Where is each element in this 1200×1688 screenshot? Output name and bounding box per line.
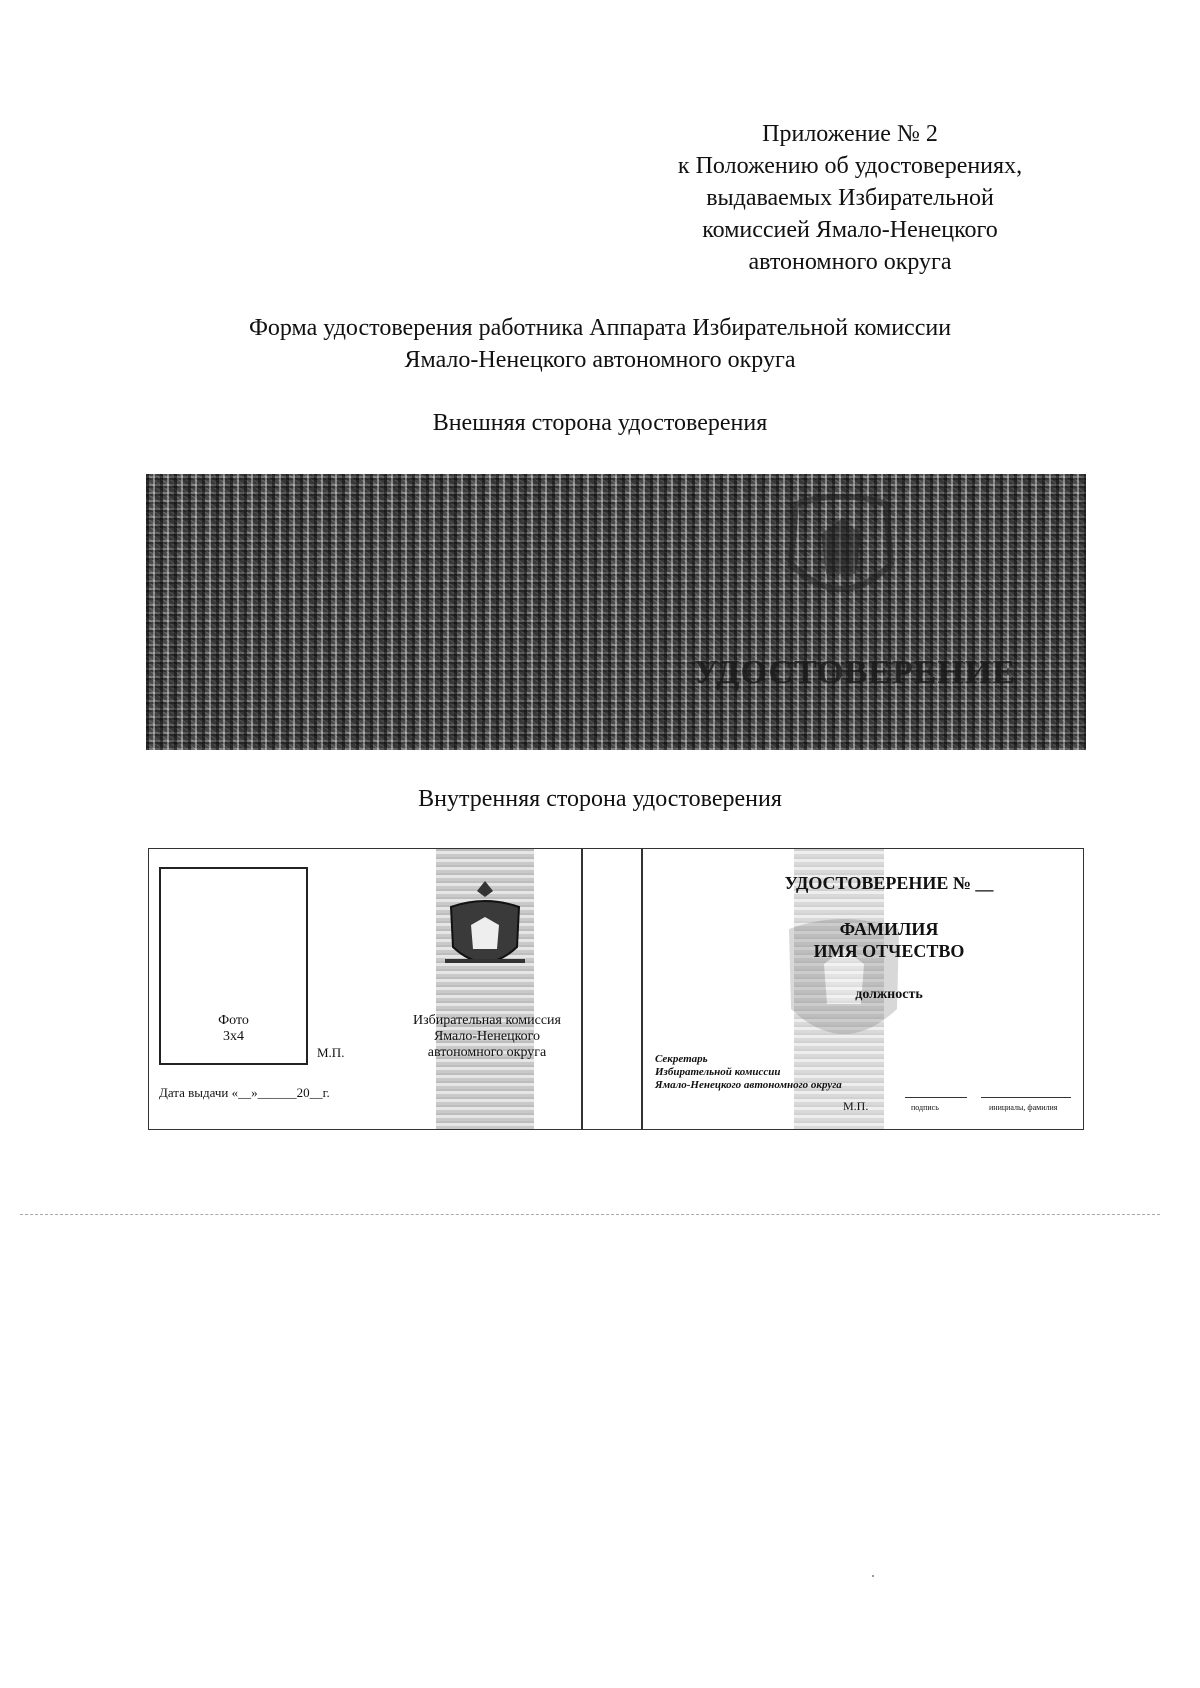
appendix-line: автономного округа (748, 249, 952, 275)
appendix-line: выдаваемых Избирательной (706, 185, 994, 211)
fold-line (641, 849, 643, 1129)
holder-name: ИМЯ ОТЧЕСТВО (813, 941, 965, 961)
outer-side-caption: Внешняя сторона удостоверения (432, 410, 768, 436)
issue-date: Дата выдачи «__»______20__г. (159, 1085, 330, 1100)
name-caption: инициалы, фамилия (989, 1103, 1058, 1112)
appendix-line: к Положению об удостоверениях, (677, 153, 1023, 179)
appendix-line: комиссией Ямало-Ненецкого (702, 217, 998, 243)
commission-line: автономного округа (427, 1045, 547, 1060)
stamp-placeholder: М.П. (843, 1099, 869, 1113)
inner-side-caption: Внутренняя сторона удостоверения (418, 786, 782, 812)
outer-cover-image (146, 474, 1086, 750)
holder-position: должность (855, 987, 923, 1002)
scan-artifact-dot (872, 1575, 874, 1577)
stamp-placeholder: М.П. (317, 1045, 345, 1060)
photo-size: 3x4 (223, 1029, 244, 1044)
commission-line: Ямало-Ненецкого (433, 1029, 541, 1044)
appendix-header (640, 118, 1060, 278)
scan-artifact-line (20, 1214, 1160, 1215)
emblem-icon (756, 494, 926, 624)
photo-placeholder (159, 867, 308, 1065)
signature-caption: подпись (911, 1103, 939, 1112)
signature-line (905, 1097, 967, 1098)
commission-name (377, 1013, 597, 1061)
holder-surname: ФАМИЛИЯ (839, 919, 939, 939)
signer-line: Избирательной комиссии (655, 1066, 781, 1078)
photo-label: Фото (218, 1013, 249, 1028)
emblem-icon (439, 877, 531, 981)
fold-line (581, 849, 583, 1129)
form-title-line-1: Форма удостоверения работника Аппарата Избирательной комиссии (248, 315, 952, 341)
appendix-line: Приложение № 2 (762, 121, 938, 147)
commission-line: Избирательная комиссия (413, 1013, 561, 1028)
form-title (100, 312, 1100, 376)
certificate-title: УДОСТОВЕРЕНИЕ № __ (784, 873, 994, 893)
signer-line: Секретарь (655, 1053, 708, 1065)
inner-spread (148, 848, 1084, 1130)
cover-word: УДОСТОВЕРЕНИЕ (693, 654, 1016, 691)
name-line (981, 1097, 1071, 1098)
signer-line: Ямало-Ненецкого автономного округа (655, 1079, 842, 1091)
form-title-line-2: Ямало-Ненецкого автономного округа (404, 347, 796, 373)
signer-block (655, 1053, 842, 1092)
